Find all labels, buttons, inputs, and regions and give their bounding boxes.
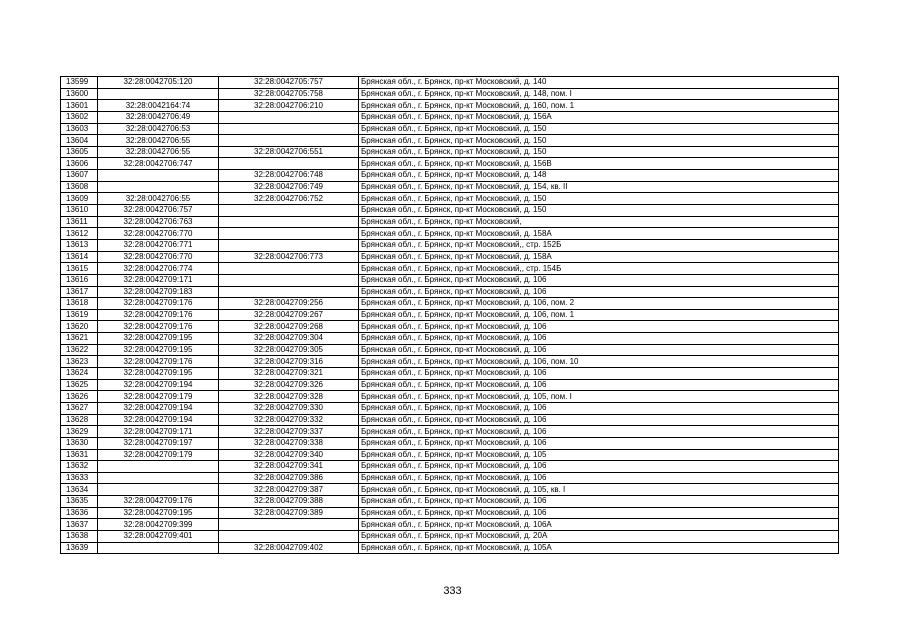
address-cell: Брянская обл., г. Брянск, пр-кт Московский, д. 106 <box>359 344 839 356</box>
row-number-cell: 13604 <box>61 135 98 147</box>
table-row <box>61 135 839 147</box>
address-cell: Брянская обл., г. Брянск, пр-кт Московский, д. 105 <box>359 449 839 461</box>
table-row <box>61 286 839 298</box>
row-number-cell: 13623 <box>61 356 98 368</box>
row-number-cell: 13636 <box>61 507 98 519</box>
address-cell: Брянская обл., г. Брянск, пр-кт Московский, д. 106 <box>359 274 839 286</box>
cadastral-number-cell: 32:28:0042706:771 <box>98 239 219 251</box>
row-number-cell: 13627 <box>61 402 98 414</box>
cadastral-number-cell: 32:28:0042709:195 <box>98 507 219 519</box>
parent-cadastral-number-cell <box>219 205 359 217</box>
row-number-cell: 13602 <box>61 111 98 123</box>
parent-cadastral-number-cell: 32:28:0042709:330 <box>219 402 359 414</box>
address-cell: Брянская обл., г. Брянск, пр-кт Московский, д. 150 <box>359 123 839 135</box>
table-row <box>61 193 839 205</box>
cadastral-number-cell: 32:28:0042709:195 <box>98 344 219 356</box>
table-row <box>61 216 839 228</box>
parent-cadastral-number-cell: 32:28:0042709:332 <box>219 414 359 426</box>
address-cell: Брянская обл., г. Брянск, пр-кт Московский,, стр. 152Б <box>359 239 839 251</box>
address-cell: Брянская обл., г. Брянск, пр-кт Московский, д. 148, пом. I <box>359 88 839 100</box>
table-row <box>61 437 839 449</box>
address-cell: Брянская обл., г. Брянск, пр-кт Московский, д. 158А <box>359 228 839 240</box>
parent-cadastral-number-cell <box>219 239 359 251</box>
table-row <box>61 309 839 321</box>
cadastral-table <box>60 76 839 554</box>
address-cell: Брянская обл., г. Брянск, пр-кт Московский, д. 106 <box>359 496 839 508</box>
address-cell: Брянская обл., г. Брянск, пр-кт Московский, д. 106 <box>359 472 839 484</box>
cadastral-number-cell: 32:28:0042709:176 <box>98 309 219 321</box>
parent-cadastral-number-cell: 32:28:0042709:316 <box>219 356 359 368</box>
cadastral-number-cell: 32:28:0042709:183 <box>98 286 219 298</box>
parent-cadastral-number-cell: 32:28:0042709:338 <box>219 437 359 449</box>
cadastral-number-cell: 32:28:0042709:194 <box>98 414 219 426</box>
parent-cadastral-number-cell: 32:28:0042709:305 <box>219 344 359 356</box>
row-number-cell: 13619 <box>61 309 98 321</box>
address-cell: Брянская обл., г. Брянск, пр-кт Московский, д. 150 <box>359 146 839 158</box>
cadastral-number-cell <box>98 542 219 554</box>
address-cell: Брянская обл., г. Брянск, пр-кт Московский, д. 106 <box>359 321 839 333</box>
parent-cadastral-number-cell: 32:28:0042709:267 <box>219 309 359 321</box>
table-row <box>61 146 839 158</box>
cadastral-number-cell <box>98 472 219 484</box>
page-number: 333 <box>443 585 462 597</box>
cadastral-number-cell: 32:28:0042706:53 <box>98 123 219 135</box>
table-row <box>61 298 839 310</box>
table-row <box>61 542 839 554</box>
cadastral-number-cell: 32:28:0042709:195 <box>98 368 219 380</box>
address-cell: Брянская обл., г. Брянск, пр-кт Московский, д. 105, кв. I <box>359 484 839 496</box>
table-row <box>61 77 839 89</box>
row-number-cell: 13600 <box>61 88 98 100</box>
address-cell: Брянская обл., г. Брянск, пр-кт Московский, д. 106 <box>359 402 839 414</box>
cadastral-number-cell <box>98 461 219 473</box>
address-cell: Брянская обл., г. Брянск, пр-кт Московский, д. 106 <box>359 437 839 449</box>
table-row <box>61 484 839 496</box>
table-row <box>61 205 839 217</box>
table-row <box>61 251 839 263</box>
address-cell: Брянская обл., г. Брянск, пр-кт Московский, д. 106 <box>359 507 839 519</box>
address-cell: Брянская обл., г. Брянск, пр-кт Московский,, стр. 154Б <box>359 263 839 275</box>
address-cell: Брянская обл., г. Брянск, пр-кт Московский, д. 158А <box>359 251 839 263</box>
table-row <box>61 100 839 112</box>
cadastral-number-cell <box>98 88 219 100</box>
parent-cadastral-number-cell: 32:28:0042709:340 <box>219 449 359 461</box>
row-number-cell: 13634 <box>61 484 98 496</box>
row-number-cell: 13624 <box>61 368 98 380</box>
parent-cadastral-number-cell: 32:28:0042706:748 <box>219 170 359 182</box>
row-number-cell: 13633 <box>61 472 98 484</box>
cadastral-number-cell: 32:28:0042709:194 <box>98 379 219 391</box>
row-number-cell: 13607 <box>61 170 98 182</box>
row-number-cell: 13606 <box>61 158 98 170</box>
table-row <box>61 333 839 345</box>
address-cell: Брянская обл., г. Брянск, пр-кт Московский, д. 106, пом. 2 <box>359 298 839 310</box>
address-cell: Брянская обл., г. Брянск, пр-кт Московский, д. 106 <box>359 379 839 391</box>
table-row <box>61 228 839 240</box>
address-cell: Брянская обл., г. Брянск, пр-кт Московский, д. 105А <box>359 542 839 554</box>
address-cell: Брянская обл., г. Брянск, пр-кт Московский, д. 106А <box>359 519 839 531</box>
parent-cadastral-number-cell: 32:28:0042705:757 <box>219 77 359 89</box>
parent-cadastral-number-cell: 32:28:0042706:551 <box>219 146 359 158</box>
cadastral-number-cell: 32:28:0042706:55 <box>98 135 219 147</box>
cadastral-number-cell: 32:28:0042709:176 <box>98 321 219 333</box>
parent-cadastral-number-cell: 32:28:0042705:758 <box>219 88 359 100</box>
parent-cadastral-number-cell: 32:28:0042706:749 <box>219 181 359 193</box>
table-row <box>61 158 839 170</box>
cadastral-number-cell: 32:28:0042709:176 <box>98 298 219 310</box>
parent-cadastral-number-cell <box>219 228 359 240</box>
address-cell: Брянская обл., г. Брянск, пр-кт Московский, д. 150 <box>359 135 839 147</box>
parent-cadastral-number-cell <box>219 286 359 298</box>
cadastral-number-cell: 32:28:0042164:74 <box>98 100 219 112</box>
parent-cadastral-number-cell: 32:28:0042709:326 <box>219 379 359 391</box>
row-number-cell: 13620 <box>61 321 98 333</box>
cadastral-number-cell: 32:28:0042709:179 <box>98 449 219 461</box>
address-cell: Брянская обл., г. Брянск, пр-кт Московский, д. 105, пом. I <box>359 391 839 403</box>
parent-cadastral-number-cell <box>219 274 359 286</box>
cadastral-number-cell <box>98 181 219 193</box>
address-cell: Брянская обл., г. Брянск, пр-кт Московский, д. 106 <box>359 414 839 426</box>
row-number-cell: 13616 <box>61 274 98 286</box>
parent-cadastral-number-cell <box>219 530 359 542</box>
cadastral-number-cell: 32:28:0042709:179 <box>98 391 219 403</box>
row-number-cell: 13626 <box>61 391 98 403</box>
parent-cadastral-number-cell <box>219 158 359 170</box>
row-number-cell: 13631 <box>61 449 98 461</box>
table-row <box>61 321 839 333</box>
parent-cadastral-number-cell: 32:28:0042706:752 <box>219 193 359 205</box>
row-number-cell: 13638 <box>61 530 98 542</box>
row-number-cell: 13621 <box>61 333 98 345</box>
address-cell: Брянская обл., г. Брянск, пр-кт Московский, д. 106 <box>359 286 839 298</box>
table-row <box>61 356 839 368</box>
parent-cadastral-number-cell <box>219 135 359 147</box>
address-cell: Брянская обл., г. Брянск, пр-кт Московский, д. 154, кв. II <box>359 181 839 193</box>
row-number-cell: 13637 <box>61 519 98 531</box>
row-number-cell: 13603 <box>61 123 98 135</box>
address-cell: Брянская обл., г. Брянск, пр-кт Московский, д. 106 <box>359 426 839 438</box>
parent-cadastral-number-cell <box>219 111 359 123</box>
parent-cadastral-number-cell: 32:28:0042709:337 <box>219 426 359 438</box>
cadastral-number-cell: 32:28:0042706:55 <box>98 193 219 205</box>
table-row <box>61 414 839 426</box>
table-row <box>61 123 839 135</box>
parent-cadastral-number-cell: 32:28:0042709:402 <box>219 542 359 554</box>
row-number-cell: 13601 <box>61 100 98 112</box>
row-number-cell: 13632 <box>61 461 98 473</box>
parent-cadastral-number-cell: 32:28:0042706:773 <box>219 251 359 263</box>
row-number-cell: 13610 <box>61 205 98 217</box>
address-cell: Брянская обл., г. Брянск, пр-кт Московский, д. 106, пом. 10 <box>359 356 839 368</box>
table-row <box>61 111 839 123</box>
row-number-cell: 13605 <box>61 146 98 158</box>
address-cell: Брянская обл., г. Брянск, пр-кт Московский, д. 150 <box>359 193 839 205</box>
parent-cadastral-number-cell: 32:28:0042709:388 <box>219 496 359 508</box>
parent-cadastral-number-cell <box>219 123 359 135</box>
cadastral-number-cell <box>98 484 219 496</box>
table-row <box>61 181 839 193</box>
cadastral-number-cell: 32:28:0042706:763 <box>98 216 219 228</box>
cadastral-number-cell: 32:28:0042706:757 <box>98 205 219 217</box>
table-row <box>61 379 839 391</box>
row-number-cell: 13635 <box>61 496 98 508</box>
cadastral-number-cell: 32:28:0042709:171 <box>98 426 219 438</box>
table-row <box>61 519 839 531</box>
cadastral-number-cell: 32:28:0042706:770 <box>98 251 219 263</box>
row-number-cell: 13628 <box>61 414 98 426</box>
parent-cadastral-number-cell: 32:28:0042709:256 <box>219 298 359 310</box>
cadastral-number-cell: 32:28:0042705:120 <box>98 77 219 89</box>
cadastral-number-cell: 32:28:0042709:176 <box>98 496 219 508</box>
address-cell: Брянская обл., г. Брянск, пр-кт Московский, <box>359 216 839 228</box>
cadastral-number-cell <box>98 170 219 182</box>
cadastral-number-cell: 32:28:0042706:49 <box>98 111 219 123</box>
table-row <box>61 402 839 414</box>
row-number-cell: 13615 <box>61 263 98 275</box>
row-number-cell: 13617 <box>61 286 98 298</box>
cadastral-number-cell: 32:28:0042706:774 <box>98 263 219 275</box>
row-number-cell: 13609 <box>61 193 98 205</box>
row-number-cell: 13630 <box>61 437 98 449</box>
cadastral-number-cell: 32:28:0042709:176 <box>98 356 219 368</box>
table-row <box>61 507 839 519</box>
table-row <box>61 496 839 508</box>
row-number-cell: 13599 <box>61 77 98 89</box>
table-row <box>61 88 839 100</box>
address-cell: Брянская обл., г. Брянск, пр-кт Московский, д. 140 <box>359 77 839 89</box>
table-row <box>61 239 839 251</box>
parent-cadastral-number-cell: 32:28:0042709:321 <box>219 368 359 380</box>
row-number-cell: 13608 <box>61 181 98 193</box>
table-row <box>61 368 839 380</box>
cadastral-number-cell: 32:28:0042709:171 <box>98 274 219 286</box>
table-row <box>61 274 839 286</box>
cadastral-number-cell: 32:28:0042706:770 <box>98 228 219 240</box>
table-row <box>61 461 839 473</box>
address-cell: Брянская обл., г. Брянск, пр-кт Московский, д. 106, пом. 1 <box>359 309 839 321</box>
cadastral-number-cell: 32:28:0042709:197 <box>98 437 219 449</box>
row-number-cell: 13611 <box>61 216 98 228</box>
parent-cadastral-number-cell: 32:28:0042709:386 <box>219 472 359 484</box>
parent-cadastral-number-cell <box>219 519 359 531</box>
row-number-cell: 13618 <box>61 298 98 310</box>
row-number-cell: 13622 <box>61 344 98 356</box>
table-row <box>61 170 839 182</box>
parent-cadastral-number-cell: 32:28:0042706:210 <box>219 100 359 112</box>
parent-cadastral-number-cell <box>219 216 359 228</box>
table-row <box>61 391 839 403</box>
parent-cadastral-number-cell: 32:28:0042709:268 <box>219 321 359 333</box>
row-number-cell: 13629 <box>61 426 98 438</box>
table-row <box>61 426 839 438</box>
address-cell: Брянская обл., г. Брянск, пр-кт Московский, д. 20А <box>359 530 839 542</box>
parent-cadastral-number-cell: 32:28:0042709:387 <box>219 484 359 496</box>
cadastral-number-cell: 32:28:0042709:399 <box>98 519 219 531</box>
address-cell: Брянская обл., г. Брянск, пр-кт Московский, д. 150 <box>359 205 839 217</box>
row-number-cell: 13625 <box>61 379 98 391</box>
cadastral-number-cell: 32:28:0042706:55 <box>98 146 219 158</box>
parent-cadastral-number-cell: 32:28:0042709:328 <box>219 391 359 403</box>
parent-cadastral-number-cell: 32:28:0042709:304 <box>219 333 359 345</box>
address-cell: Брянская обл., г. Брянск, пр-кт Московский, д. 156В <box>359 158 839 170</box>
address-cell: Брянская обл., г. Брянск, пр-кт Московский, д. 106 <box>359 333 839 345</box>
parent-cadastral-number-cell: 32:28:0042709:389 <box>219 507 359 519</box>
address-cell: Брянская обл., г. Брянск, пр-кт Московский, д. 156А <box>359 111 839 123</box>
cadastral-number-cell: 32:28:0042709:194 <box>98 402 219 414</box>
address-cell: Брянская обл., г. Брянск, пр-кт Московский, д. 106 <box>359 461 839 473</box>
row-number-cell: 13639 <box>61 542 98 554</box>
table-row <box>61 263 839 275</box>
table-row <box>61 472 839 484</box>
table-row <box>61 344 839 356</box>
table-row <box>61 449 839 461</box>
row-number-cell: 13612 <box>61 228 98 240</box>
cadastral-number-cell: 32:28:0042709:195 <box>98 333 219 345</box>
parent-cadastral-number-cell <box>219 263 359 275</box>
row-number-cell: 13613 <box>61 239 98 251</box>
table-row <box>61 530 839 542</box>
address-cell: Брянская обл., г. Брянск, пр-кт Московский, д. 106 <box>359 368 839 380</box>
address-cell: Брянская обл., г. Брянск, пр-кт Московский, д. 148 <box>359 170 839 182</box>
parent-cadastral-number-cell: 32:28:0042709:341 <box>219 461 359 473</box>
row-number-cell: 13614 <box>61 251 98 263</box>
cadastral-number-cell: 32:28:0042706:747 <box>98 158 219 170</box>
cadastral-number-cell: 32:28:0042709:401 <box>98 530 219 542</box>
address-cell: Брянская обл., г. Брянск, пр-кт Московский, д. 160, пом. 1 <box>359 100 839 112</box>
table-body <box>61 77 839 554</box>
